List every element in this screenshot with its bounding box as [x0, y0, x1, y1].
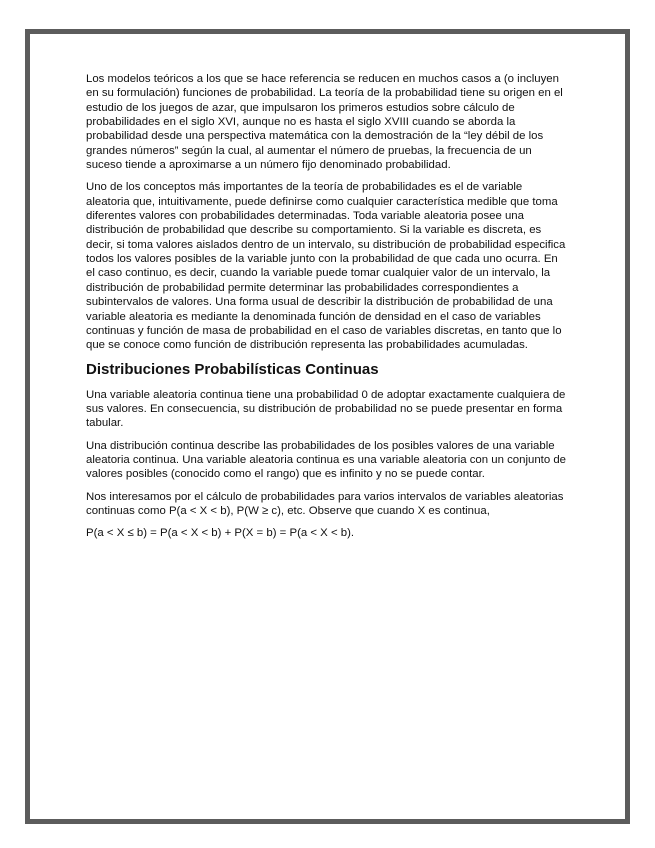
- paragraph-continuous-zero-probability: Una variable aleatoria continua tiene una probabilidad 0 de adoptar exactamente cualquiera de sus valores. En consecuencia, su distribución de probabilidad no se puede presentar en forma tabular.: [86, 388, 566, 430]
- paragraph-interval-probabilities: Nos interesamos por el cálculo de probabilidades para varios intervalos de variables aleatorias continuas como P(a < X < b), P(W ≥ c), etc. Observe que cuando X es continua,: [86, 490, 564, 517]
- paragraph-continuous-distribution: Una distribución continua describe las probabilidades de los posibles valores de una variable aleatoria continua. Una variable aleatoria continua es una variable aleatoria con un conjunto de valores posibles (conocido como el rango) que es infinito y no se puede contar.: [86, 439, 566, 481]
- document-viewer-frame: [25, 29, 630, 824]
- paragraph-intro-theory: Los modelos teóricos a los que se hace referencia se reducen en muchos casos a (o incluyen en su formulación) funciones de probabilidad. La teoría de la probabilidad tiene su origen en el estudio de los juegos de azar, que impulsaron los primeros estudios sobre cálculo de probabilidades en el siglo XVI, aunque no es hasta el siglo XVIII cuando se aborda la probabilidad desde una perspectiva matemática con la demostración de la “ley débil de los grandes números” según la cual, al aumentar el número de pruebas, la frecuencia de un suceso tiende a aproximarse a un número fijo denominado probabilidad.: [86, 73, 563, 172]
- page-content: [86, 72, 566, 549]
- formula-line: P(a < X ≤ b) = P(a < X < b) + P(X = b) = P(a < X < b).: [86, 527, 355, 540]
- paragraph-random-variable: Uno de los conceptos más importantes de la teoría de probabilidades es el de variable aleatoria que, intuitivamente, puede definirse como cualquier característica medible que toma diferentes valores con probabilidades determinadas. Toda variable aleatoria posee una distribución de probabilidad que describe su comportamiento. Si la variable es discreta, es decir, si toma valores aislados dentro de un intervalo, su distribución de probabilidad especifica todos los valores posibles de la variable junto con la probabilidad de que cada uno ocurra. En el caso continuo, es decir, cuando la variable puede tomar cualquier valor de un intervalo, la distribución de probabilidad permite determinar las probabilidades correspondientes a subintervalos de valores. Una forma usual de describir la distribución de probabilidad de una variable aleatoria es mediante la denominada función de densidad en el caso de variables continuas y función de masa de probabilidad en el caso de variables discretas, en tanto que lo que se conoce como función de distribución representa las probabilidades acumuladas.: [86, 181, 566, 352]
- document-page: [30, 34, 625, 819]
- section-heading: Distribuciones Probabilísticas Continuas: [86, 360, 379, 378]
